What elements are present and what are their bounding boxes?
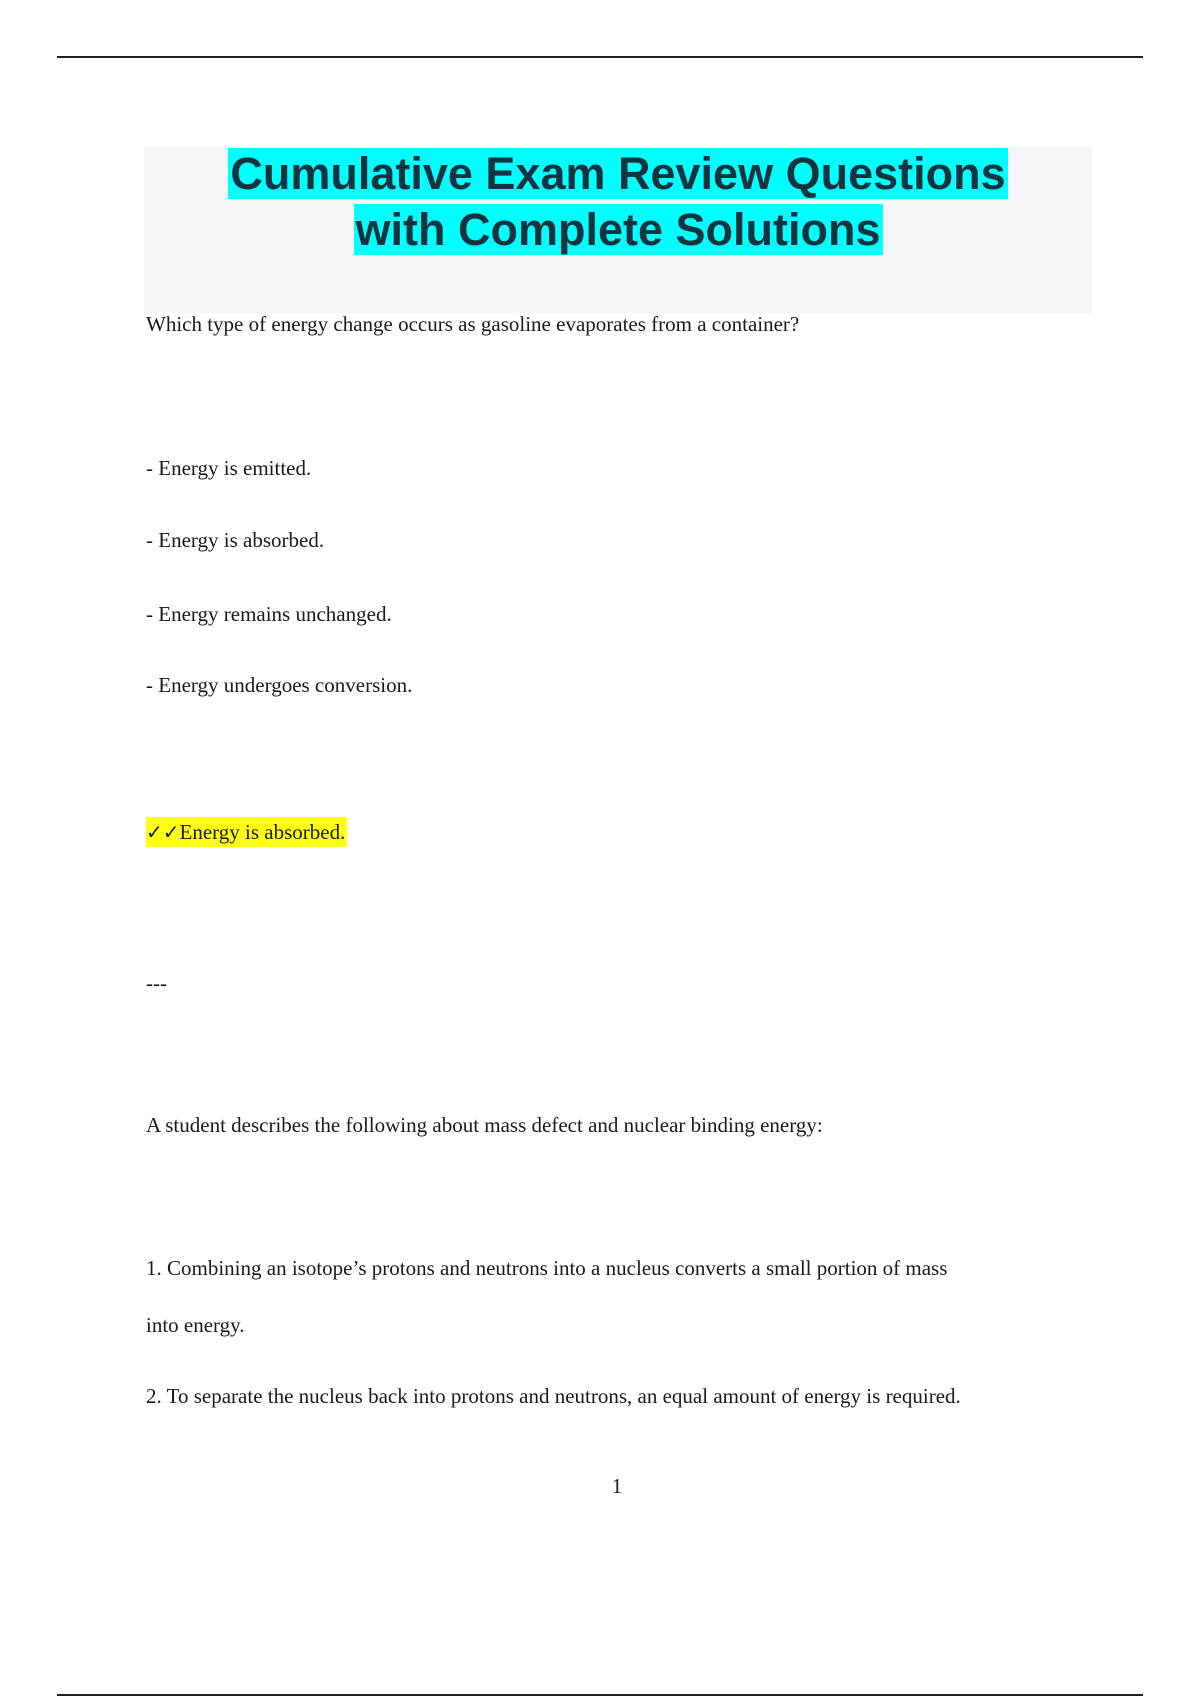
- question-1-option-4: - Energy undergoes conversion.: [146, 673, 413, 697]
- question-1-option-1: - Energy is emitted.: [146, 456, 312, 480]
- question-1-answer: [146, 818, 347, 846]
- checkmark-icon: ✓✓: [146, 820, 180, 844]
- page-number: 1: [611, 1474, 623, 1498]
- document-title: [144, 146, 1092, 258]
- question-1-option-2: - Energy is absorbed.: [146, 528, 325, 552]
- title-line-1: Cumulative Exam Review Questions: [230, 148, 1006, 199]
- answer-text: Energy is absorbed.: [179, 820, 346, 844]
- statement-1-line-1: 1. Combining an isotope’s protons and neutrons into a nucleus converts a small portion of mass: [146, 1256, 948, 1280]
- statement-2: 2. To separate the nucleus back into protons and neutrons, an equal amount of energy is required.: [146, 1384, 961, 1408]
- question-2-text: A student describes the following about mass defect and nuclear binding energy:: [146, 1113, 823, 1137]
- top-rule: [57, 56, 1143, 58]
- statement-1-line-2: into energy.: [146, 1313, 245, 1337]
- question-1-text: Which type of energy change occurs as gasoline evaporates from a container?: [146, 312, 800, 336]
- bottom-rule: [57, 1694, 1143, 1696]
- separator: ---: [146, 971, 167, 995]
- title-line-2: with Complete Solutions: [355, 204, 881, 255]
- question-1-option-3: - Energy remains unchanged.: [146, 602, 392, 626]
